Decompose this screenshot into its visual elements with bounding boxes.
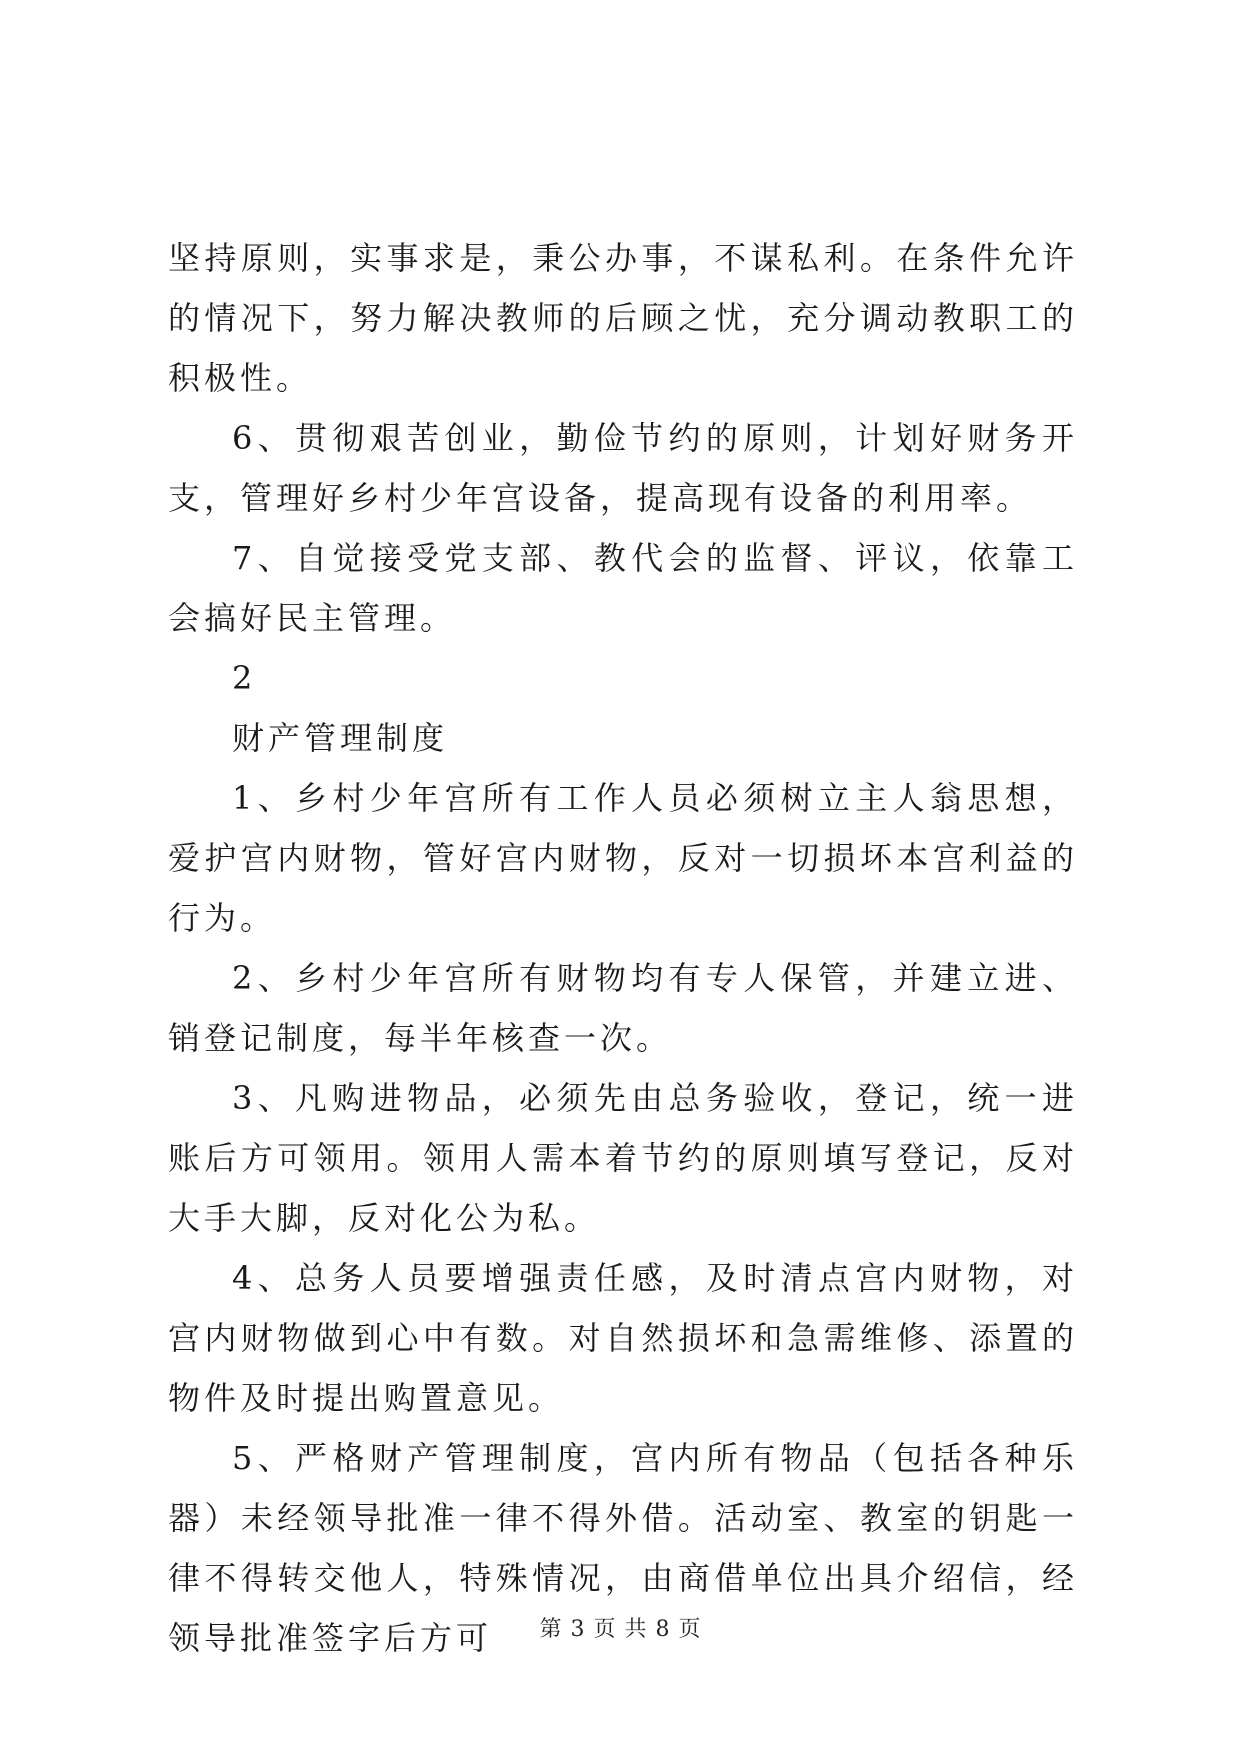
section-number: 2 <box>232 659 257 697</box>
paragraph-item-7: 7、自觉接受党支部、教代会的监督、评议，依靠工会搞好民主管理。 <box>168 539 1078 637</box>
paragraph-item-6: 6、贯彻艰苦创业，勤俭节约的原则，计划好财务开支，管理好乡村少年宫设备，提高现有设备的利用率。 <box>168 419 1078 517</box>
page-number-label: 第 3 页 共 8 页 <box>539 1617 702 1642</box>
paragraph-continuation: 坚持原则，实事求是，秉公办事，不谋私利。在条件允许的情况下，努力解决教师的后顾之忧，充分调动教职工的积极性。 <box>168 239 1078 397</box>
document-body <box>168 228 1078 1668</box>
paragraph-item-3: 3、凡购进物品，必须先由总务验收，登记，统一进账后方可领用。领用人需本着节约的原则填写登记，反对大手大脚，反对化公为私。 <box>168 1079 1078 1237</box>
paragraph-item-4: 4、总务人员要增强责任感，及时清点宫内财物，对宫内财物做到心中有数。对自然损坏和急需维修、添置的物件及时提出购置意见。 <box>168 1259 1078 1417</box>
page-footer <box>0 1612 1241 1643</box>
paragraph-item-5: 5、严格财产管理制度，宫内所有物品（包括各种乐器）未经领导批准一律不得外借。活动室、教室的钥匙一律不得转交他人，特殊情况，由商借单位出具介绍信，经领导批准签字后方可 <box>168 1439 1078 1657</box>
section-title: 财产管理制度 <box>232 719 449 757</box>
paragraph-item-1: 1、乡村少年宫所有工作人员必须树立主人翁思想，爱护宫内财物，管好宫内财物，反对一切损坏本宫利益的行为。 <box>168 779 1078 937</box>
paragraph-item-2: 2、乡村少年宫所有财物均有专人保管，并建立进、销登记制度，每半年核查一次。 <box>168 959 1078 1057</box>
